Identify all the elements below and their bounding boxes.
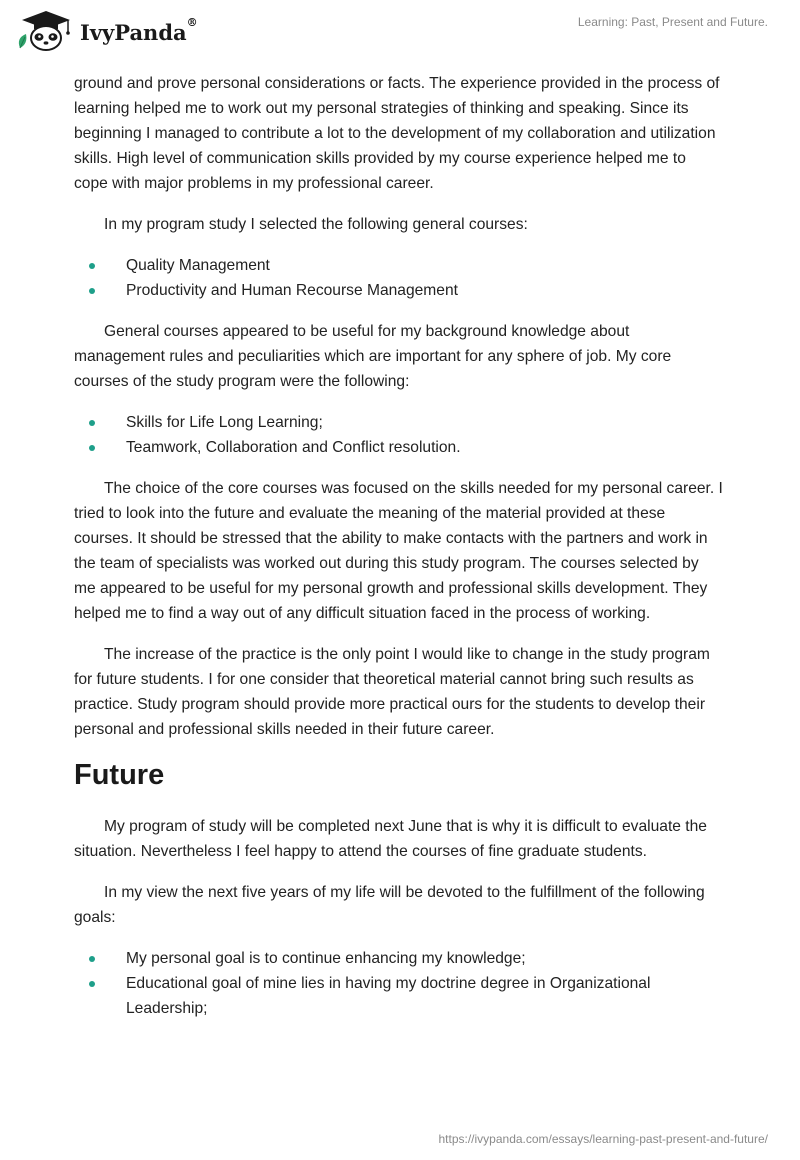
list-item-text: Educational goal of mine lies in having my doctrine degree in Organizational Leadership;	[126, 975, 651, 1017]
registered-mark: ®	[186, 16, 198, 29]
list-item	[74, 410, 724, 435]
list-item-text: Teamwork, Collaboration and Conflict resolution.	[126, 439, 461, 456]
list-item	[74, 435, 724, 460]
section-heading-future: Future	[74, 759, 165, 791]
bullet-icon	[89, 263, 95, 269]
list-item	[74, 971, 724, 1021]
source-url[interactable]: https://ivypanda.com/essays/learning-past-present-and-future/	[438, 1132, 768, 1146]
paragraph: The increase of the practice is the only point I would like to change in the study program for future students. I for one consider that theoretical material cannot bring such results as practice. Study program should provide more practical ours for the students to develop their personal and professional skills needed in their future career.	[74, 646, 710, 738]
list-item-text: Productivity and Human Recourse Management	[126, 282, 458, 299]
bullet-icon	[89, 981, 95, 987]
goals-list	[74, 946, 724, 1021]
paragraph: In my program study I selected the following general courses:	[104, 216, 528, 233]
list-item	[74, 278, 724, 303]
brand-text: IvyPanda	[80, 20, 187, 45]
paragraph: My program of study will be completed next June that is why it is difficult to evaluate the situation. Nevertheless I feel happy to attend the courses of fine graduate students.	[74, 818, 707, 860]
bullet-icon	[89, 288, 95, 294]
list-item	[74, 253, 724, 278]
bullet-icon	[89, 956, 95, 962]
paragraph: General courses appeared to be useful for my background knowledge about management rules and peculiarities which are important for any sphere of job. My core courses of the study program were the following:	[74, 323, 672, 390]
bullet-icon	[89, 420, 95, 426]
list-item-text: My personal goal is to continue enhancing my knowledge;	[126, 950, 526, 967]
page-header	[0, 0, 800, 60]
paragraph: The choice of the core courses was focused on the skills needed for my personal career. I tried to look into the future and evaluate the meaning of the material provided at these courses. It should be stressed that the ability to make contacts with the partners and work in the team of specialists was worked out during this study program. The courses selected by me appeared to be useful for my personal growth and professional skills development. They helped me to find a way out of any difficult situation faced in the process of working.	[74, 480, 723, 622]
paragraph: In my view the next five years of my life will be devoted to the fulfillment of the following goals:	[74, 884, 705, 926]
paragraph: ground and prove personal considerations or facts. The experience provided in the process of learning helped me to work out my personal strategies of thinking and speaking. Since its beginning I managed to contribute a lot to the development of my collaboration and utilization skills. High level of communication skills provided by my course experience helped me to cope with major problems in my professional career.	[74, 75, 720, 192]
essay-content	[74, 71, 724, 1037]
list-item	[74, 946, 724, 971]
general-courses-list	[74, 253, 724, 303]
bullet-icon	[89, 445, 95, 451]
ivypanda-logo-icon[interactable]	[14, 8, 76, 52]
brand-name[interactable]	[80, 16, 198, 45]
list-item-text: Skills for Life Long Learning;	[126, 414, 323, 431]
document-title: Learning: Past, Present and Future.	[577, 15, 768, 29]
list-item-text: Quality Management	[126, 257, 270, 274]
core-courses-list	[74, 410, 724, 460]
